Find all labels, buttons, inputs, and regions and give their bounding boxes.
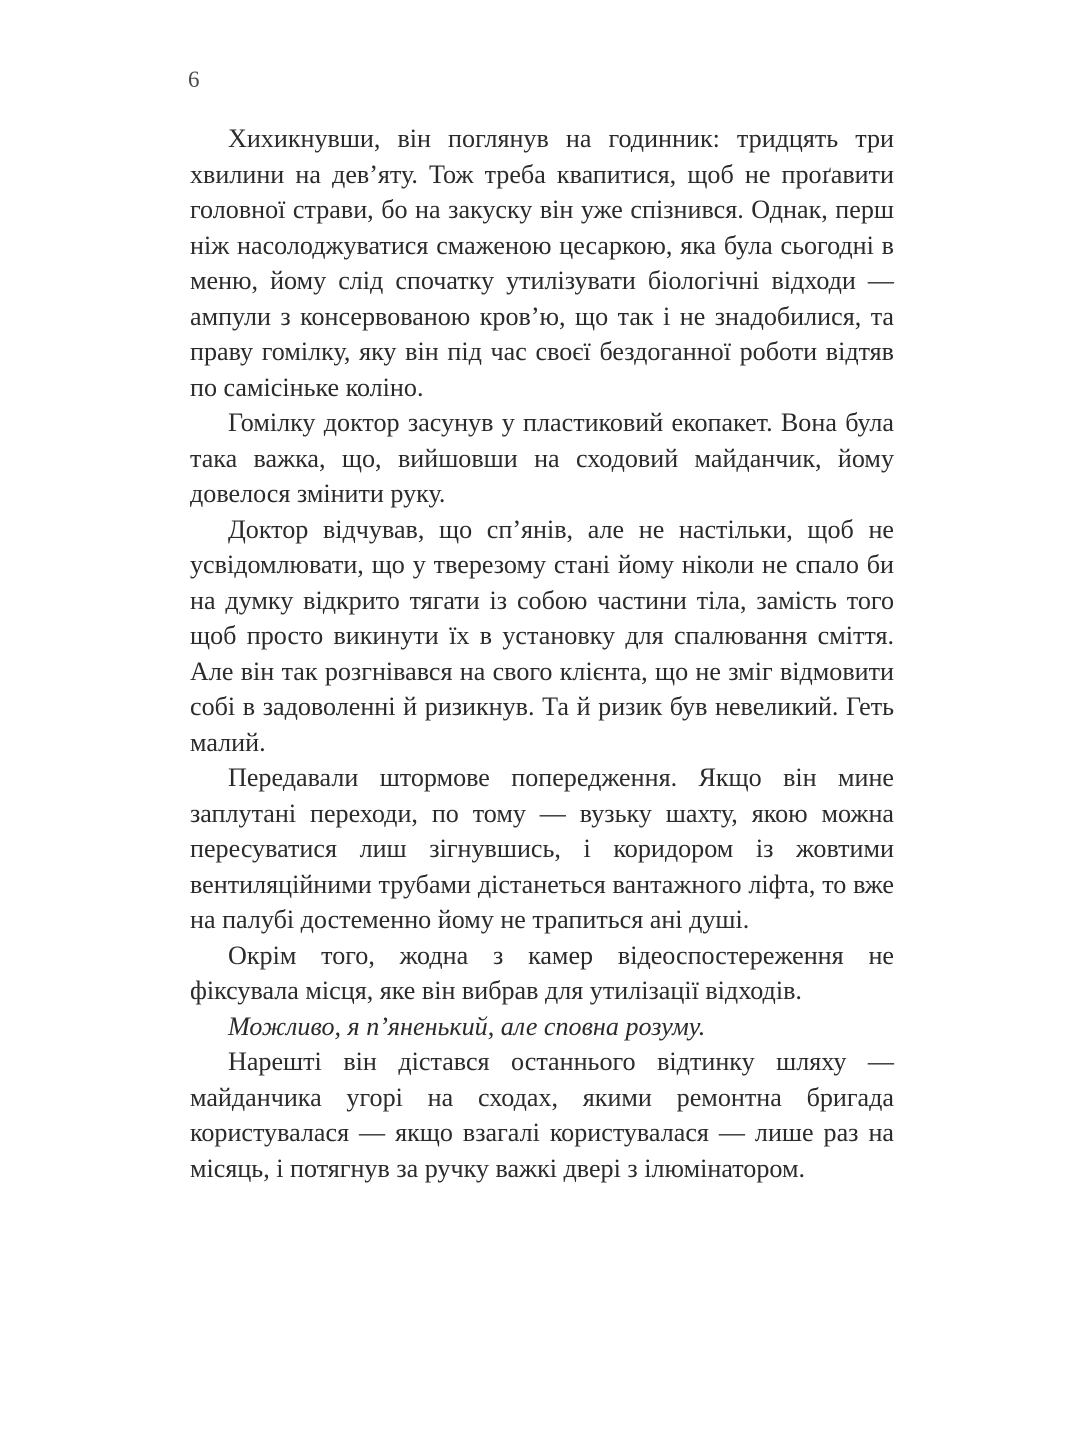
page-number: 6 <box>188 67 200 92</box>
paragraph: Гомілку доктор засунув у пластиковий екопакет. Вона була така важка, що, вийшовши на сходовий майданчик, йому довелося змінити руку. <box>190 408 894 508</box>
paragraph: Нарешті він дістався останнього відтинку шляху — майданчика угорі на сходах, якими ремонтна бригада користувалася — якщо взагалі користувалася — лише раз на місяць, і потягнув за ручку важкі двері з ілюмінатором. <box>190 1047 894 1183</box>
paragraph-emphasis: Можливо, я п’яненький, але сповна розуму. <box>228 1011 706 1041</box>
body-text-block <box>190 121 894 1186</box>
paragraph: Окрім того, жодна з камер відеоспостереження не фіксувала місця, яке він вибрав для утилізації відходів. <box>190 940 894 1005</box>
paragraph: Доктор відчував, що сп’янів, але не настільки, щоб не усвідомлювати, що у тверезому стані йому ніколи не спало би на думку відкрито тягати із собою частини тіла, замість того щоб просто викинути їх в установку для спалювання сміття. Але він так розгнівався на свого клієнта, що не зміг відмовити собі в задоволенні й ризикнув. Та й ризик був невеликий. Геть малий. <box>190 514 894 757</box>
paragraph: Передавали штормове попередження. Якщо він мине заплутані переходи, по тому — вузьку шахту, якою можна пересуватися лиш зігнувшись, і коридором із жовтими вентиляційними трубами дістанеться вантажного ліфта, то вже на палубі достеменно йому не трапиться ані душі. <box>190 763 894 934</box>
paragraph: Хихикнувши, він поглянув на годинник: тридцять три хвилини на дев’яту. Тож треба квапитися, щоб не проґавити головної страви, бо на закуску він уже спізнився. Однак, перш ніж насолоджуватися смаженою цесаркою, яка була сьогодні в меню, йому слід спочатку утилізувати біологічні відходи — ампули з консервованою кров’ю, що так і не знадобилися, та праву гомілку, яку він під час своєї бездоганної роботи відтяв по самісіньке коліно. <box>190 124 894 402</box>
